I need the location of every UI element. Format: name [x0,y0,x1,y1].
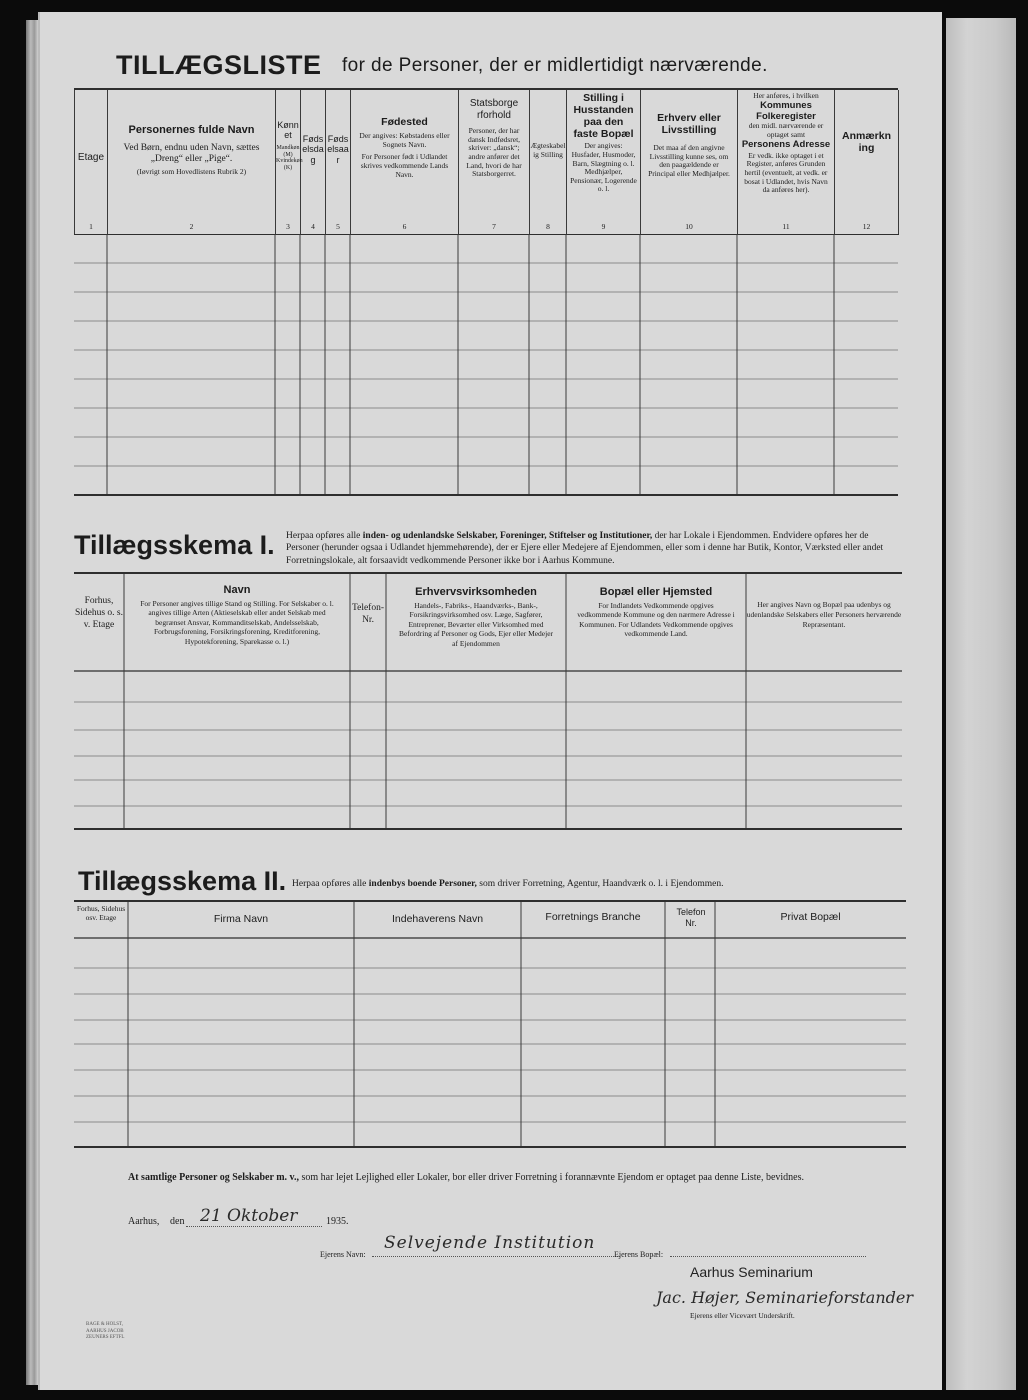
skema1-navn-head: Navn [223,584,251,596]
skema2-col-indehaver: Indehaverens Navn [391,913,484,925]
col-foedested: Fødested Der angives: Købstadens eller Sognets Navn. For Personer født i Udlandet skrives vedkommende Lands Navn. 6 [351,90,459,234]
skema2-note-lead: Herpaa opføres alle [292,879,367,889]
skema2-col-etage: Forhus, Sidehus osv. Etage [76,904,126,922]
skema1-col-bopael [566,586,746,639]
skema1-bopael-head: Bopæl eller Hjemsted [599,586,713,598]
owner-line [372,1256,620,1257]
skema1-erhverv-head: Erhvervsvirksomheden [415,586,537,598]
skema1-bopael-sub: For Indlandets Vedkommende opgives vedkommende Kommune og den nærmere Adresse i Kommunen. For Udlandets Vedkommende opgives vedkommende Land. [577,601,735,639]
date-handwritten: 21 Oktober [200,1206,298,1226]
footer-statement-bold: At samtlige Personer og Selskaber m. v., [128,1172,300,1183]
facing-page [946,18,1016,1390]
skema1-note-bold: inden- og udenlandske Selskaber, Foreninger, Stiftelser og Institutioner, [362,531,653,541]
skema1-navn-sub: For Personer angives tillige Stand og Stilling. For Selskaber o. l. angives tillige Arten (Aktieselskab eller andet Selskab med begrænset Ansvar, Kommanditselskab, Andelsselskab, Forbrugsforening, Forsikringsforening, Kreditforening, Hypotekforening, Sparekasse o. l.) [140,599,334,646]
footer-city: Aarhus, [128,1216,160,1227]
page-edge [26,20,38,1385]
col-navn: Personernes fulde Navn Ved Børn, endnu uden Navn, sættes „Dreng“ eller „Pige“. (Iøvrigt som Hovedlistens Rubrik 2) 2 [108,90,276,234]
col-stilling-husstand: Stilling i Husstanden paa den faste Bopæl Der angives: Husfader, Husmoder, Barn, Slægtning o. l. Medhjælper, Pensionær, Logerende o. l. 9 [567,90,641,234]
skema2-table [74,902,906,1148]
col-folkeregister: Her anføres, i hvilken Kommunes Folkeregister den midl. nærværende er optaget samt Personens Adresse Er vedk. ikke optaget i et Register, anføres Grunden hertil (eventuelt, at vedk. er bosat i Udlandet, hvis Navn da anføres her). 11 [738,90,835,234]
skema1-title: Tillægsskema I. [74,530,275,560]
skema1-col-repraesentant: Her angives Navn og Bopæl paa udenbys og udenlandske Selskabers eller Personers herværende Repræsentant. [746,600,902,629]
tillaegsliste-table [74,90,899,235]
date-line [186,1226,322,1227]
form-subtitle: for de Personer, der er midlertidigt nærværende. [342,55,768,76]
footer-year: 1935. [326,1216,349,1227]
skema1-table [74,574,902,830]
skema2-col-telefon: Telefon Nr. [676,907,706,929]
skema1-col-navn [124,584,350,646]
col-aegteskabelig: Ægteskabelig Stilling 8 [530,90,567,234]
col-foedselsdag: Fødselsdag 4 [301,90,326,234]
form-title: TILLÆGSLISTE [116,50,322,80]
col-erhverv: Erhverv eller Livsstilling Det maa af den angivne Livsstilling kunne ses, om den paagældende er Principal eller Medhjælper. 10 [641,90,738,234]
owner-handwritten: Selvejende Institution [384,1233,596,1253]
footer-statement-rest: som har lejet Lejlighed eller Lokaler, bor eller driver Forretning i forannævnte Ejendom er optaget paa denne Liste, bevidnes. [301,1172,804,1183]
col-statsborgerforhold: Statsborgerforhold Personer, der har dansk Indfødsret, skriver: „dansk“; andre anfører det Land, hvori de har Statsborgerret. 7 [459,90,530,234]
skema2-note-bold: indenbys boende Personer, [368,879,477,889]
col-koennet: Kønnet Mandkøn (M) Kvindekøn (K) 3 [276,90,301,234]
bopael-line [670,1256,866,1257]
skema2-col-branche: Forretnings Branche [545,911,641,923]
skema1-erhverv-sub: Handels-, Fabriks-, Haandværks-, Bank-, Forsikringsvirksomhed osv. Læge, Sagfører, Entreprenør, Beværter eller Virksomhed med Befordring af Personer og Gods, Ejer eller Medejer af Ejendommen [398,601,554,648]
skema2-title: Tillægsskema II. [78,866,287,896]
footer-den: den [170,1216,185,1227]
skema2-col-privat-bopael: Privat Bopæl [780,911,841,923]
skema1-note-lead: Herpaa opføres alle [286,531,361,541]
skema1-col-erhverv [386,586,566,648]
bopael-label: Ejerens Bopæl: [614,1250,664,1259]
skema2-note [292,878,902,890]
printer-imprint: BAGE & HOLST, AARHUS JACOB ZEUNERS EFTFL [86,1322,125,1340]
col-foedselsaar: Fødselsaar 5 [326,90,351,234]
footer-statement [128,1172,908,1183]
col-anmaerkning: Anmærkning 12 [835,90,899,234]
skema1-col-telefon: Telefon-Nr. [351,603,385,626]
skema2-note-rest: som driver Forretning, Agentur, Haandværk o. l. i Ejendommen. [479,879,724,889]
owner-label: Ejerens Navn: [320,1250,366,1259]
skema1-col-etage: Forhus, Sidehus o. s. v. Etage [74,596,124,630]
owner-stamp: Aarhus Seminarium [690,1264,813,1280]
tillaegsliste-body [74,234,898,496]
col-etage: Etage 1 [75,90,108,234]
signature-handwritten: Jac. Højer, Seminarieforstander [656,1288,914,1307]
skema1-note [286,530,902,567]
skema1-note-rest: der har Lokale i Ejendommen. Endvidere opføres her de Personer (herunder ogsaa i Udlandet hjemmehørende), der er Ejere eller Medejere af Ejendommen, eller som i denne har Butik, Kontor, Værksted eller andet Forretningslokale, alt forsaavidt vedkommende Personer ikke bor i Aarhus Kommune. [286,531,884,566]
signer-label: Ejerens eller Vicevært Underskrift. [690,1311,795,1320]
skema2-col-firma: Firma Navn [213,913,269,925]
